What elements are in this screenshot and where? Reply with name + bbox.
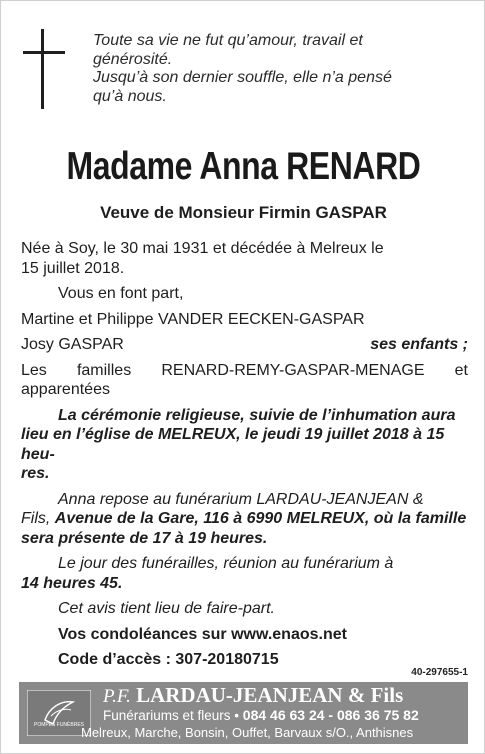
company-name: P.F. LARDAU-JEANJEAN & Fils (103, 683, 404, 707)
quote-line: Toute sa vie ne fut qu’amour, travail et (93, 32, 363, 49)
repose-line-1: Anna repose au funérarium LARDAU-JEANJEAN & (58, 490, 424, 508)
funeral-day-line-1: Le jour des funérailles, réunion au funérarium à (58, 555, 394, 572)
reference-number: 40-297655-1 (411, 667, 468, 678)
widow-line: Veuve de Monsieur Firmin GASPAR (100, 203, 387, 222)
birth-line-2: 15 juillet 2018. (21, 259, 125, 277)
notice-body (21, 239, 468, 670)
family-line-1: Martine et Philippe VANDER EECKEN-GASPAR (21, 310, 365, 328)
announce-line: Vous en font part, (58, 285, 184, 302)
cross-icon (23, 29, 67, 109)
locations: Melreux, Marche, Bonsin, Ouffet, Barvaux s/O., Anthisnes (81, 725, 414, 740)
repose-line-3: sera présente de 17 à 19 heures. (21, 529, 268, 547)
ceremony-line-1: La cérémonie religieuse, suivie de l’inhumation aura (58, 406, 456, 424)
epitaph-quote (93, 32, 453, 106)
funeral-home-banner (19, 682, 468, 744)
quote-line: générosité. (93, 50, 173, 68)
family-line-2: Josy GASPAR ses enfants ; (21, 336, 468, 353)
birth-line: Née à Soy, le 30 mai 1931 et décédée à Melreux le (21, 240, 384, 257)
funeral-day-line-2: 14 heures 45. (21, 574, 123, 592)
condolences-line: Vos condoléances sur www.enaos.net (58, 625, 347, 643)
quote-line: Jusqu’à son dernier souffle, elle n’a pensé (93, 69, 392, 86)
repose-line-2: Fils, Avenue de la Gare, 116 à 6990 MELREUX, où la famille (21, 510, 467, 527)
access-code-line: Code d’accès : 307-20180715 (58, 651, 279, 668)
families-line-2: apparentées (21, 381, 110, 398)
ceremony-line-2: lieu en l’église de MELREUX, le jeudi 19 juillet 2018 à 15 heu- (21, 426, 445, 463)
notice-line: Cet avis tient lieu de faire-part. (58, 600, 275, 617)
deceased-name: Madame Anna RENARD (66, 145, 421, 188)
quote-line: qu’à nous. (93, 87, 167, 105)
phone-numbers: 084 46 63 24 - 086 36 75 82 (242, 707, 419, 723)
services-phones: Funérariums et fleurs • 084 46 63 24 - 086 36 75 82 (103, 707, 419, 723)
children-label: ses enfants ; (370, 336, 468, 353)
families-line: Les familles RENARD-REMY-GASPAR-MENAGE et (21, 361, 468, 379)
logo-text: POMPES FUNÈBRES (33, 722, 84, 728)
ceremony-line-3: res. (21, 465, 50, 482)
